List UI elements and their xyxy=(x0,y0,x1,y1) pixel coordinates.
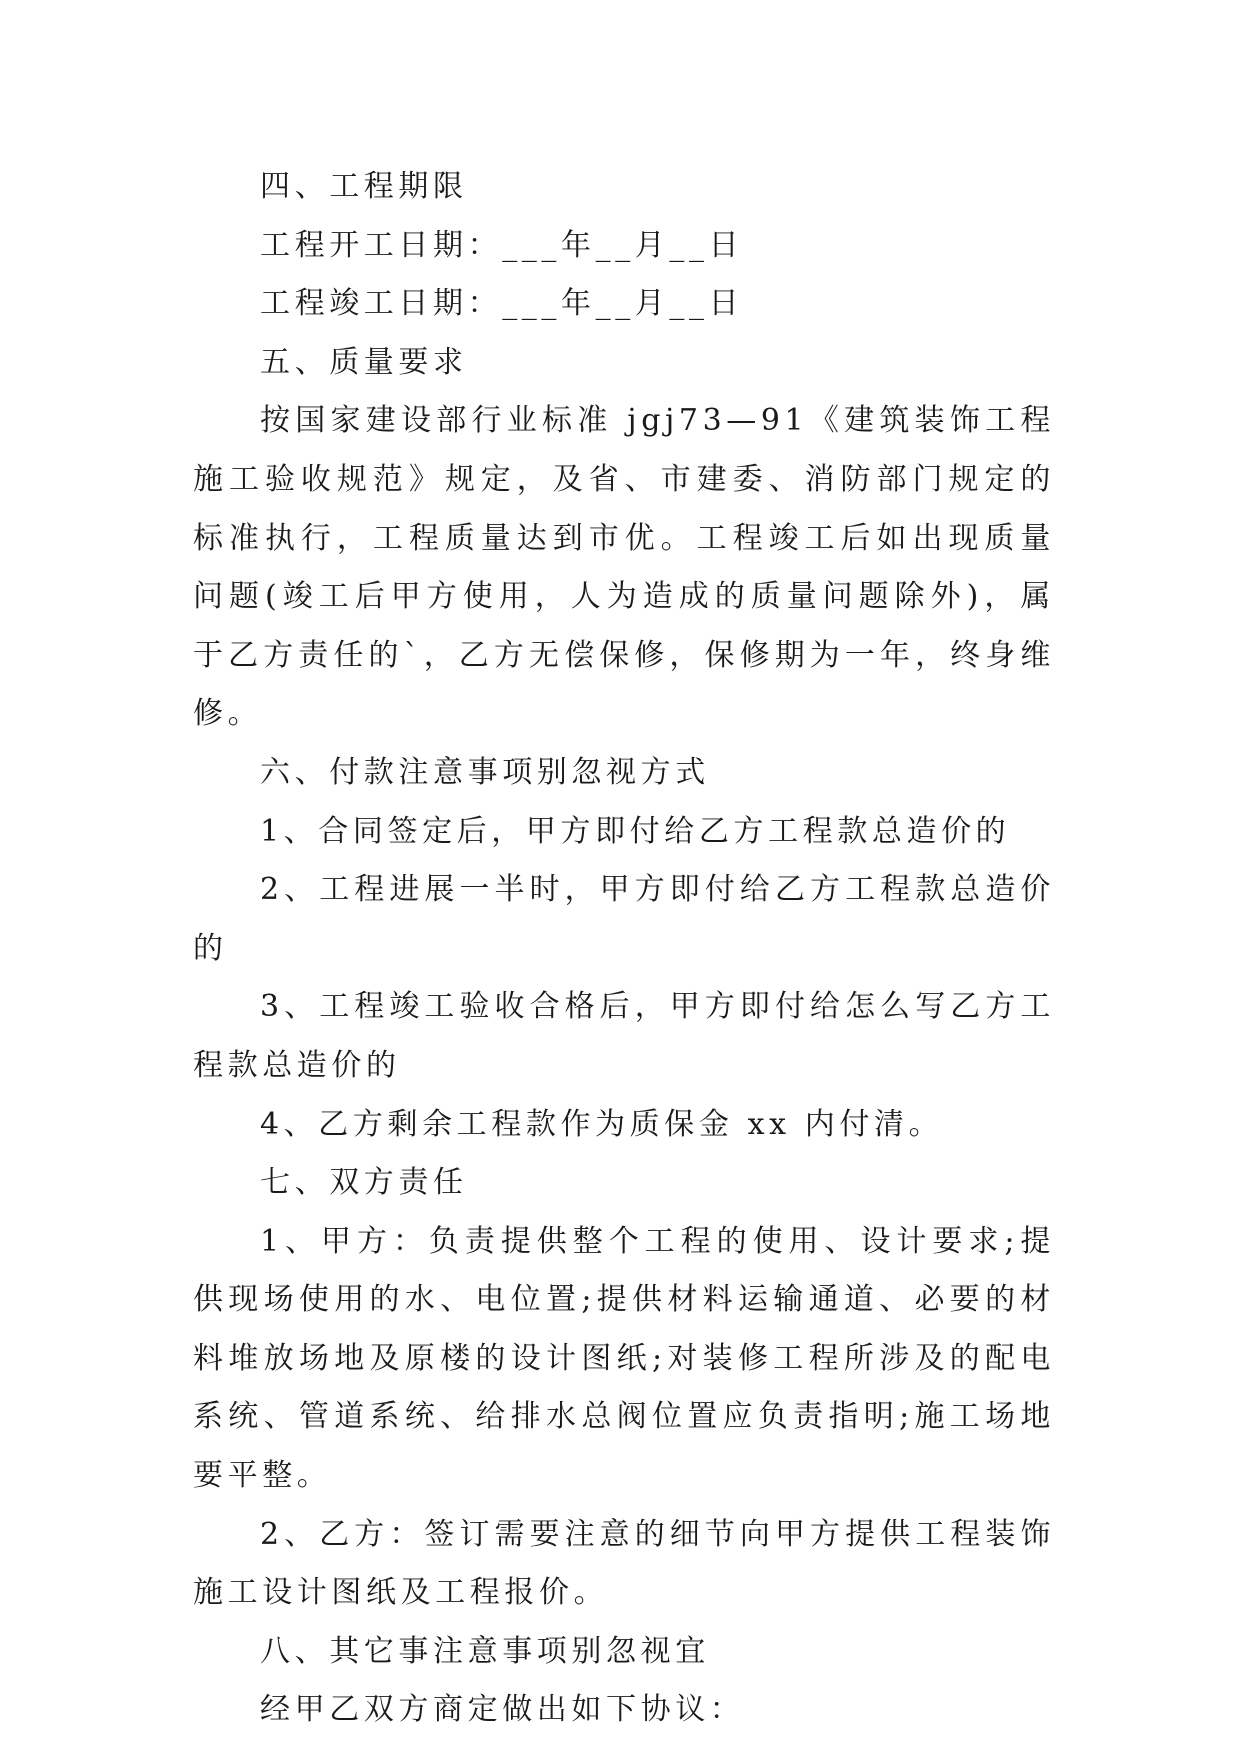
section-heading-responsibilities: 七、双方责任 xyxy=(260,1165,468,1201)
start-date-line: 工程开工日期：___年__月__日 xyxy=(260,227,744,263)
completion-date-line: 工程竣工日期：___年__月__日 xyxy=(260,286,744,322)
section-heading-other: 八、其它事注意事项别忽视宜 xyxy=(260,1633,710,1669)
payment-item-3: 3、工程竣工验收合格后，甲方即付给怎么写乙方工程款总造价的 xyxy=(193,989,1055,1083)
document-page xyxy=(193,158,1055,1740)
section-heading-payment: 六、付款注意事项别忽视方式 xyxy=(260,754,710,790)
payment-item-4: 4、乙方剩余工程款作为质保金 xx 内付清。 xyxy=(260,1106,944,1142)
responsibility-party-a: 1、甲方：负责提供整个工程的使用、设计要求;提供现场使用的水、电位置;提供材料运输通道、必要的材料堆放场地及原楼的设计图纸;对装修工程所涉及的配电系统、管道系统、给排水总阀位置应负责指明;施工场地要平整。 xyxy=(193,1223,1055,1494)
section-heading-duration: 四、工程期限 xyxy=(260,169,468,204)
section-heading-quality: 五、质量要求 xyxy=(260,344,468,380)
quality-paragraph: 按国家建设部行业标准 jgj73—91《建筑装饰工程施工验收规范》规定，及省、市建委、消防部门规定的标准执行，工程质量达到市优。工程竣工后如出现质量问题(竣工后甲方使用，人为造成的质量问题除外)，属于乙方责任的`，乙方无偿保修，保修期为一年，终身维修。 xyxy=(193,403,1055,732)
payment-item-1: 1、合同签定后，甲方即付给乙方工程款总造价的 xyxy=(260,813,1011,849)
responsibility-party-b: 2、乙方：签订需要注意的细节向甲方提供工程装饰施工设计图纸及工程报价。 xyxy=(193,1516,1055,1611)
payment-item-2: 2、工程进展一半时，甲方即付给乙方工程款总造价的 xyxy=(193,872,1055,966)
agreement-intro: 经甲乙双方商定做出如下协议： xyxy=(260,1692,745,1728)
